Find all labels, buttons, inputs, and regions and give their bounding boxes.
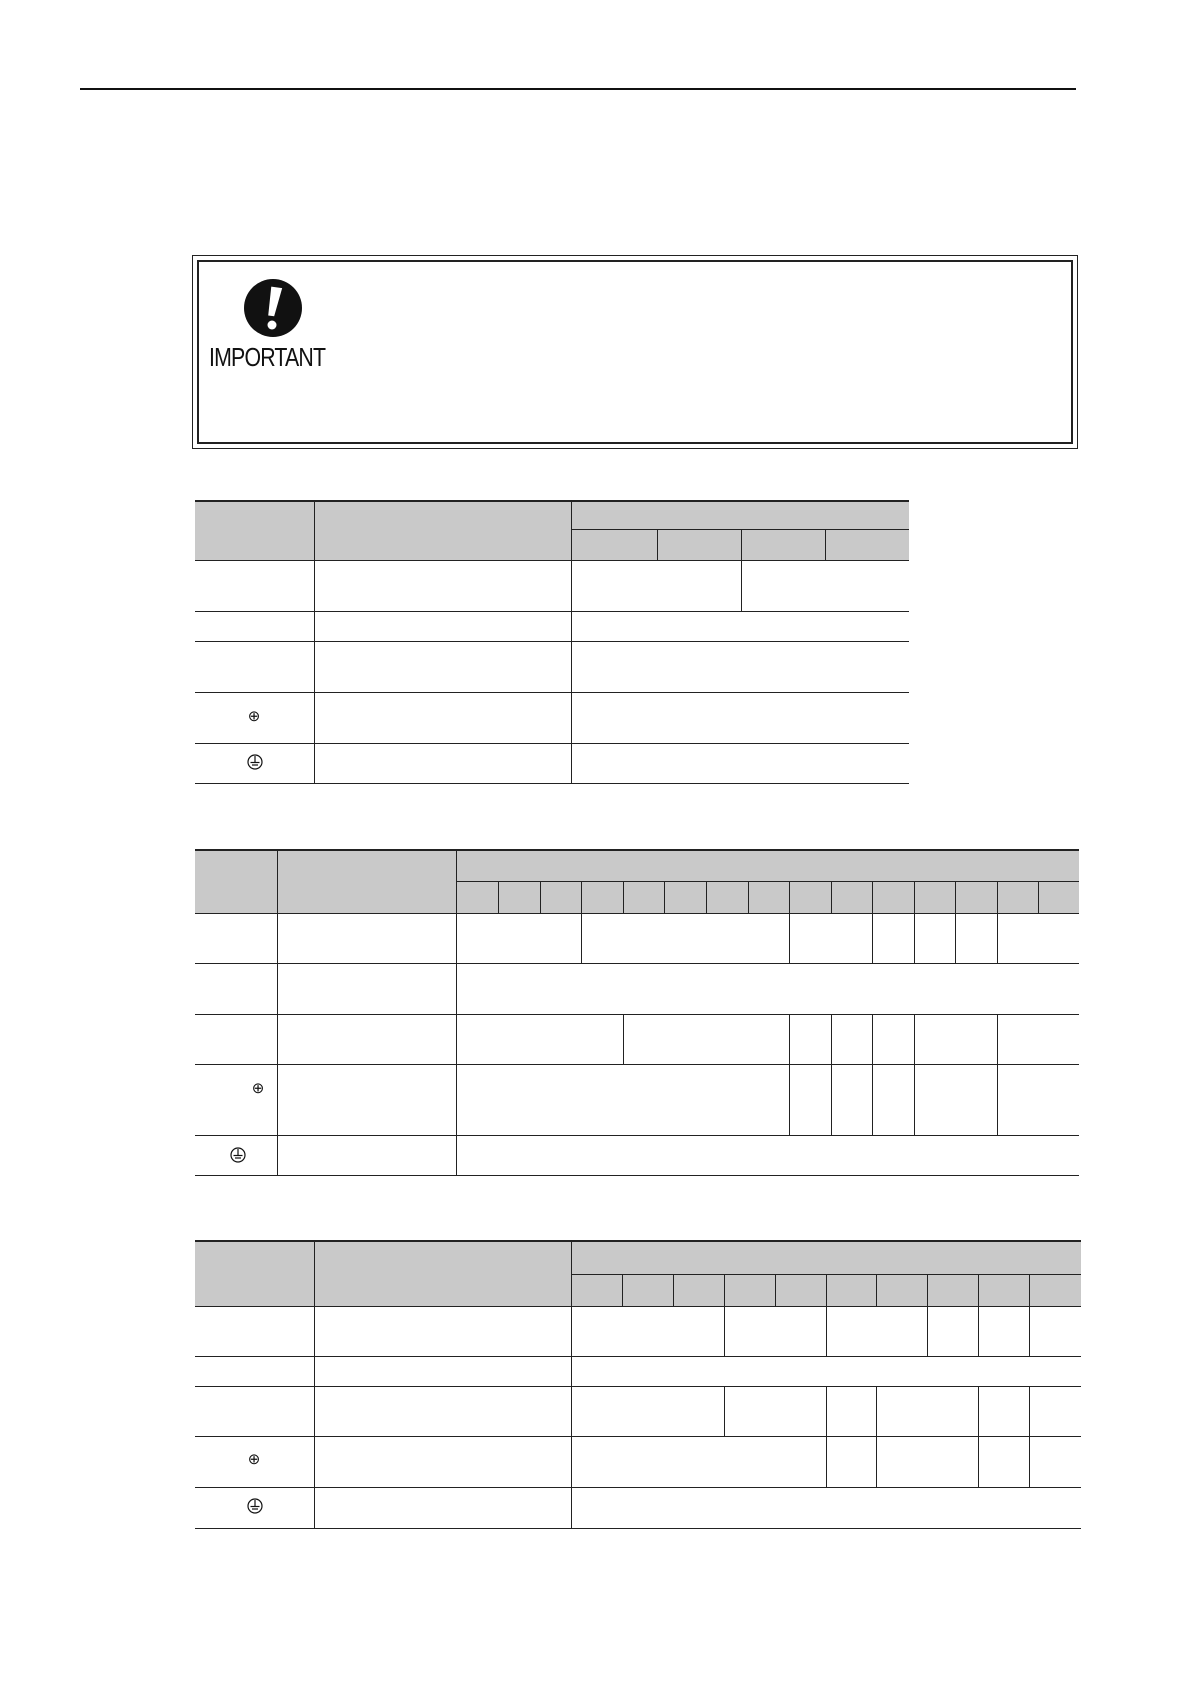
table-1-header-col1 [195, 500, 314, 560]
exclamation-circle-icon [243, 278, 303, 338]
table-3 [195, 1240, 1081, 1531]
table-2-header-col2 [278, 849, 456, 913]
table-1 [195, 500, 909, 784]
plus-terminal-symbol: ⊕ [251, 1080, 265, 1097]
table-3-header-col2 [315, 1240, 571, 1306]
earth-ground-icon [230, 1147, 246, 1163]
table-3-header-col1 [195, 1240, 314, 1306]
notice-inner-border [197, 260, 1073, 444]
table-2-header-group [457, 849, 1079, 881]
table-2-header-sub [457, 882, 1079, 913]
important-notice [192, 255, 1078, 449]
table-2 [195, 849, 1079, 1176]
earth-ground-icon [247, 1498, 263, 1514]
table-1-header-col2 [315, 500, 571, 560]
plus-terminal-symbol: ⊕ [247, 708, 261, 725]
table-3-header-group [572, 1240, 1081, 1274]
header-rule [80, 88, 1076, 90]
plus-terminal-symbol: ⊕ [247, 1451, 261, 1468]
notice-label: IMPORTANT [209, 342, 326, 372]
table-1-header-group [572, 500, 909, 529]
earth-ground-icon [247, 754, 263, 770]
table-2-header-col1 [195, 849, 277, 913]
